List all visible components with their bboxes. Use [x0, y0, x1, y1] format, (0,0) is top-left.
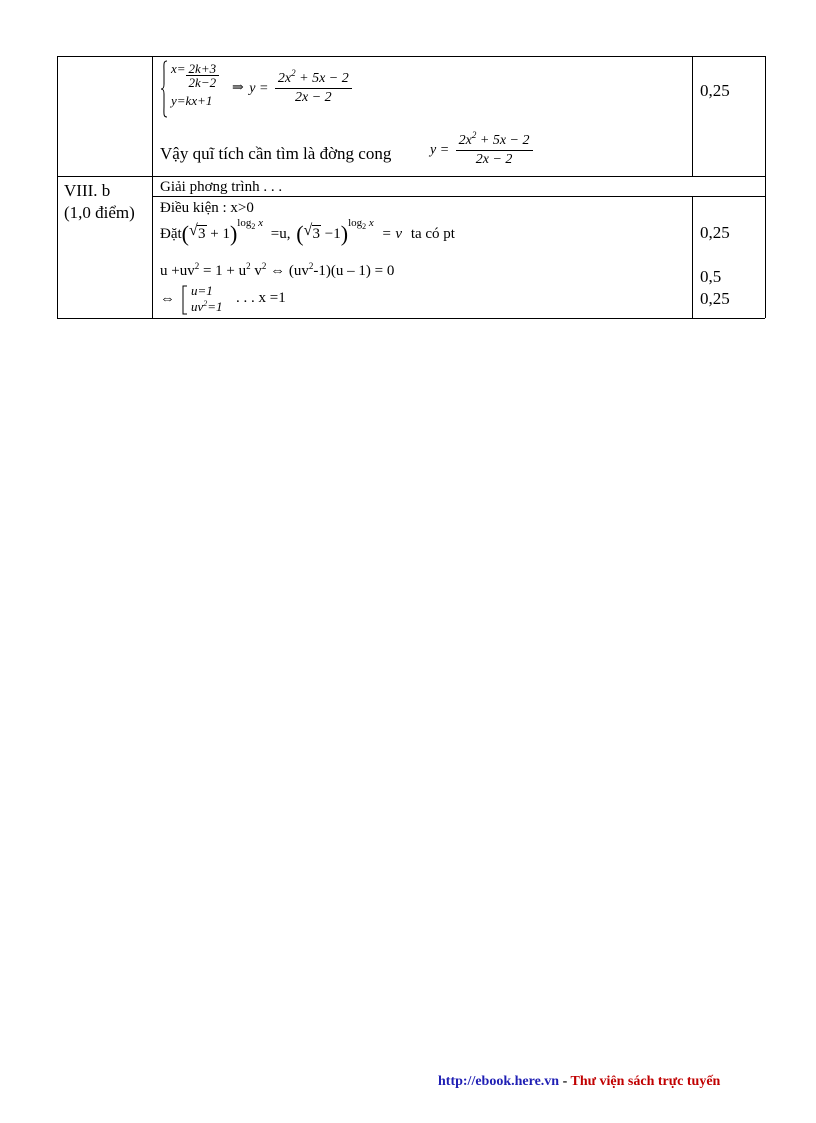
- conclusion-numerator-b: + 5x − 2: [476, 133, 530, 148]
- case-tail: . . . x =1: [236, 290, 286, 306]
- conclusion-equation: [430, 130, 533, 167]
- case-2-exp: 2: [203, 299, 208, 308]
- equation-exp-3: 2: [261, 261, 267, 271]
- exponent-log-var: x: [258, 217, 263, 229]
- system-x-denominator: 2k−2: [188, 75, 217, 90]
- substitution-line: Đặt( √ 3 + 1)$^{log_2 x}$ =u, ( √ 3 −1)$^{log_2 x}$ = v ta có pt: [160, 217, 455, 246]
- system-x-numerator: 2k+3: [186, 62, 220, 76]
- fraction-denominator: 2x − 2: [294, 90, 332, 105]
- case-1: u=1: [191, 283, 213, 298]
- section-label: [64, 180, 135, 224]
- section-points: (1,0 điểm): [64, 203, 135, 222]
- equation-part-5: -1)(u – 1) = 0: [313, 263, 395, 279]
- table-border-right: [765, 56, 766, 318]
- footer: [438, 1075, 720, 1089]
- exponent-log-base: 2: [251, 222, 256, 231]
- substitution-tail: ta có pt: [410, 226, 455, 242]
- case-2-b: =1: [207, 299, 223, 314]
- exponent-log-var-2: x: [368, 217, 374, 229]
- y-equals: y =: [249, 80, 269, 96]
- implies-symbol: ⇒: [232, 80, 244, 96]
- section-header: Giải phơng trình . . .: [160, 179, 283, 195]
- table-divider: [57, 176, 765, 177]
- curly-brace-icon: [160, 60, 168, 118]
- table-border-left: [57, 56, 58, 318]
- case-arrow: ⇔: [160, 291, 175, 307]
- equation-line: [160, 261, 395, 279]
- equation-system: [160, 60, 230, 120]
- table-column-divider: [152, 56, 153, 318]
- footer-separator: -: [559, 1074, 571, 1089]
- section-number: VIII. b: [64, 181, 111, 200]
- conclusion-denominator: 2x − 2: [475, 152, 513, 167]
- equals-v: = v: [381, 226, 403, 242]
- footer-tagline: Thư viện sách trực tuyến: [570, 1074, 721, 1089]
- square-bracket-icon: [182, 285, 188, 315]
- equation-part-4: ⇔ (uv: [266, 263, 309, 279]
- fraction-numerator-a: 2x: [277, 71, 292, 86]
- row1-derived-equation: [232, 68, 352, 105]
- table-border-bottom: [57, 318, 765, 319]
- minus-one: −1: [321, 226, 341, 242]
- row1-score: 0,25: [700, 81, 730, 100]
- equation-exp-4: 2: [308, 261, 314, 271]
- case-2: [191, 300, 223, 313]
- plus-one: + 1: [206, 226, 230, 242]
- conclusion-numerator-a: 2x: [458, 133, 472, 148]
- dat-word: Đặt: [160, 226, 182, 242]
- table-column-divider: [692, 196, 693, 318]
- sqrt-radicand-2: 3: [312, 226, 321, 242]
- equation-score: 0,5: [700, 267, 722, 286]
- equation-part-2: = 1 + u: [199, 263, 247, 279]
- table-border-top: [57, 56, 765, 57]
- exponent-log-base-2: 2: [362, 222, 367, 231]
- equation-exp-1: 2: [194, 261, 200, 271]
- table-divider: [152, 196, 765, 197]
- system-y-line: y=kx+1: [171, 93, 213, 108]
- equation-part-3: v: [250, 263, 262, 279]
- conclusion-text: Vậy quĩ tích cần tìm là đờng cong: [160, 144, 392, 163]
- conclusion-numerator-exponent: 2: [471, 130, 477, 140]
- substitution-score: 0,25: [700, 223, 730, 242]
- equation-part-1: u +uv: [160, 263, 195, 279]
- fraction-numerator-exponent: 2: [291, 68, 296, 78]
- system-x-lhs: x=: [171, 61, 186, 76]
- conclusion-y-equals: y =: [430, 142, 450, 158]
- condition-text: Điều kiện : x>0: [160, 200, 254, 216]
- exponent-log: log: [237, 217, 252, 229]
- exponent-log-2: log: [348, 217, 363, 229]
- equals-u: =u,: [270, 226, 291, 242]
- case-2-a: uv: [191, 299, 204, 314]
- equation-exp-2: 2: [246, 261, 251, 271]
- sqrt-radicand: 3: [198, 226, 206, 242]
- table-column-divider: [692, 56, 693, 176]
- case-score: 0,25: [700, 289, 730, 308]
- footer-link[interactable]: http://ebook.here.vn: [438, 1074, 560, 1089]
- fraction-numerator-b: + 5x − 2: [295, 71, 349, 86]
